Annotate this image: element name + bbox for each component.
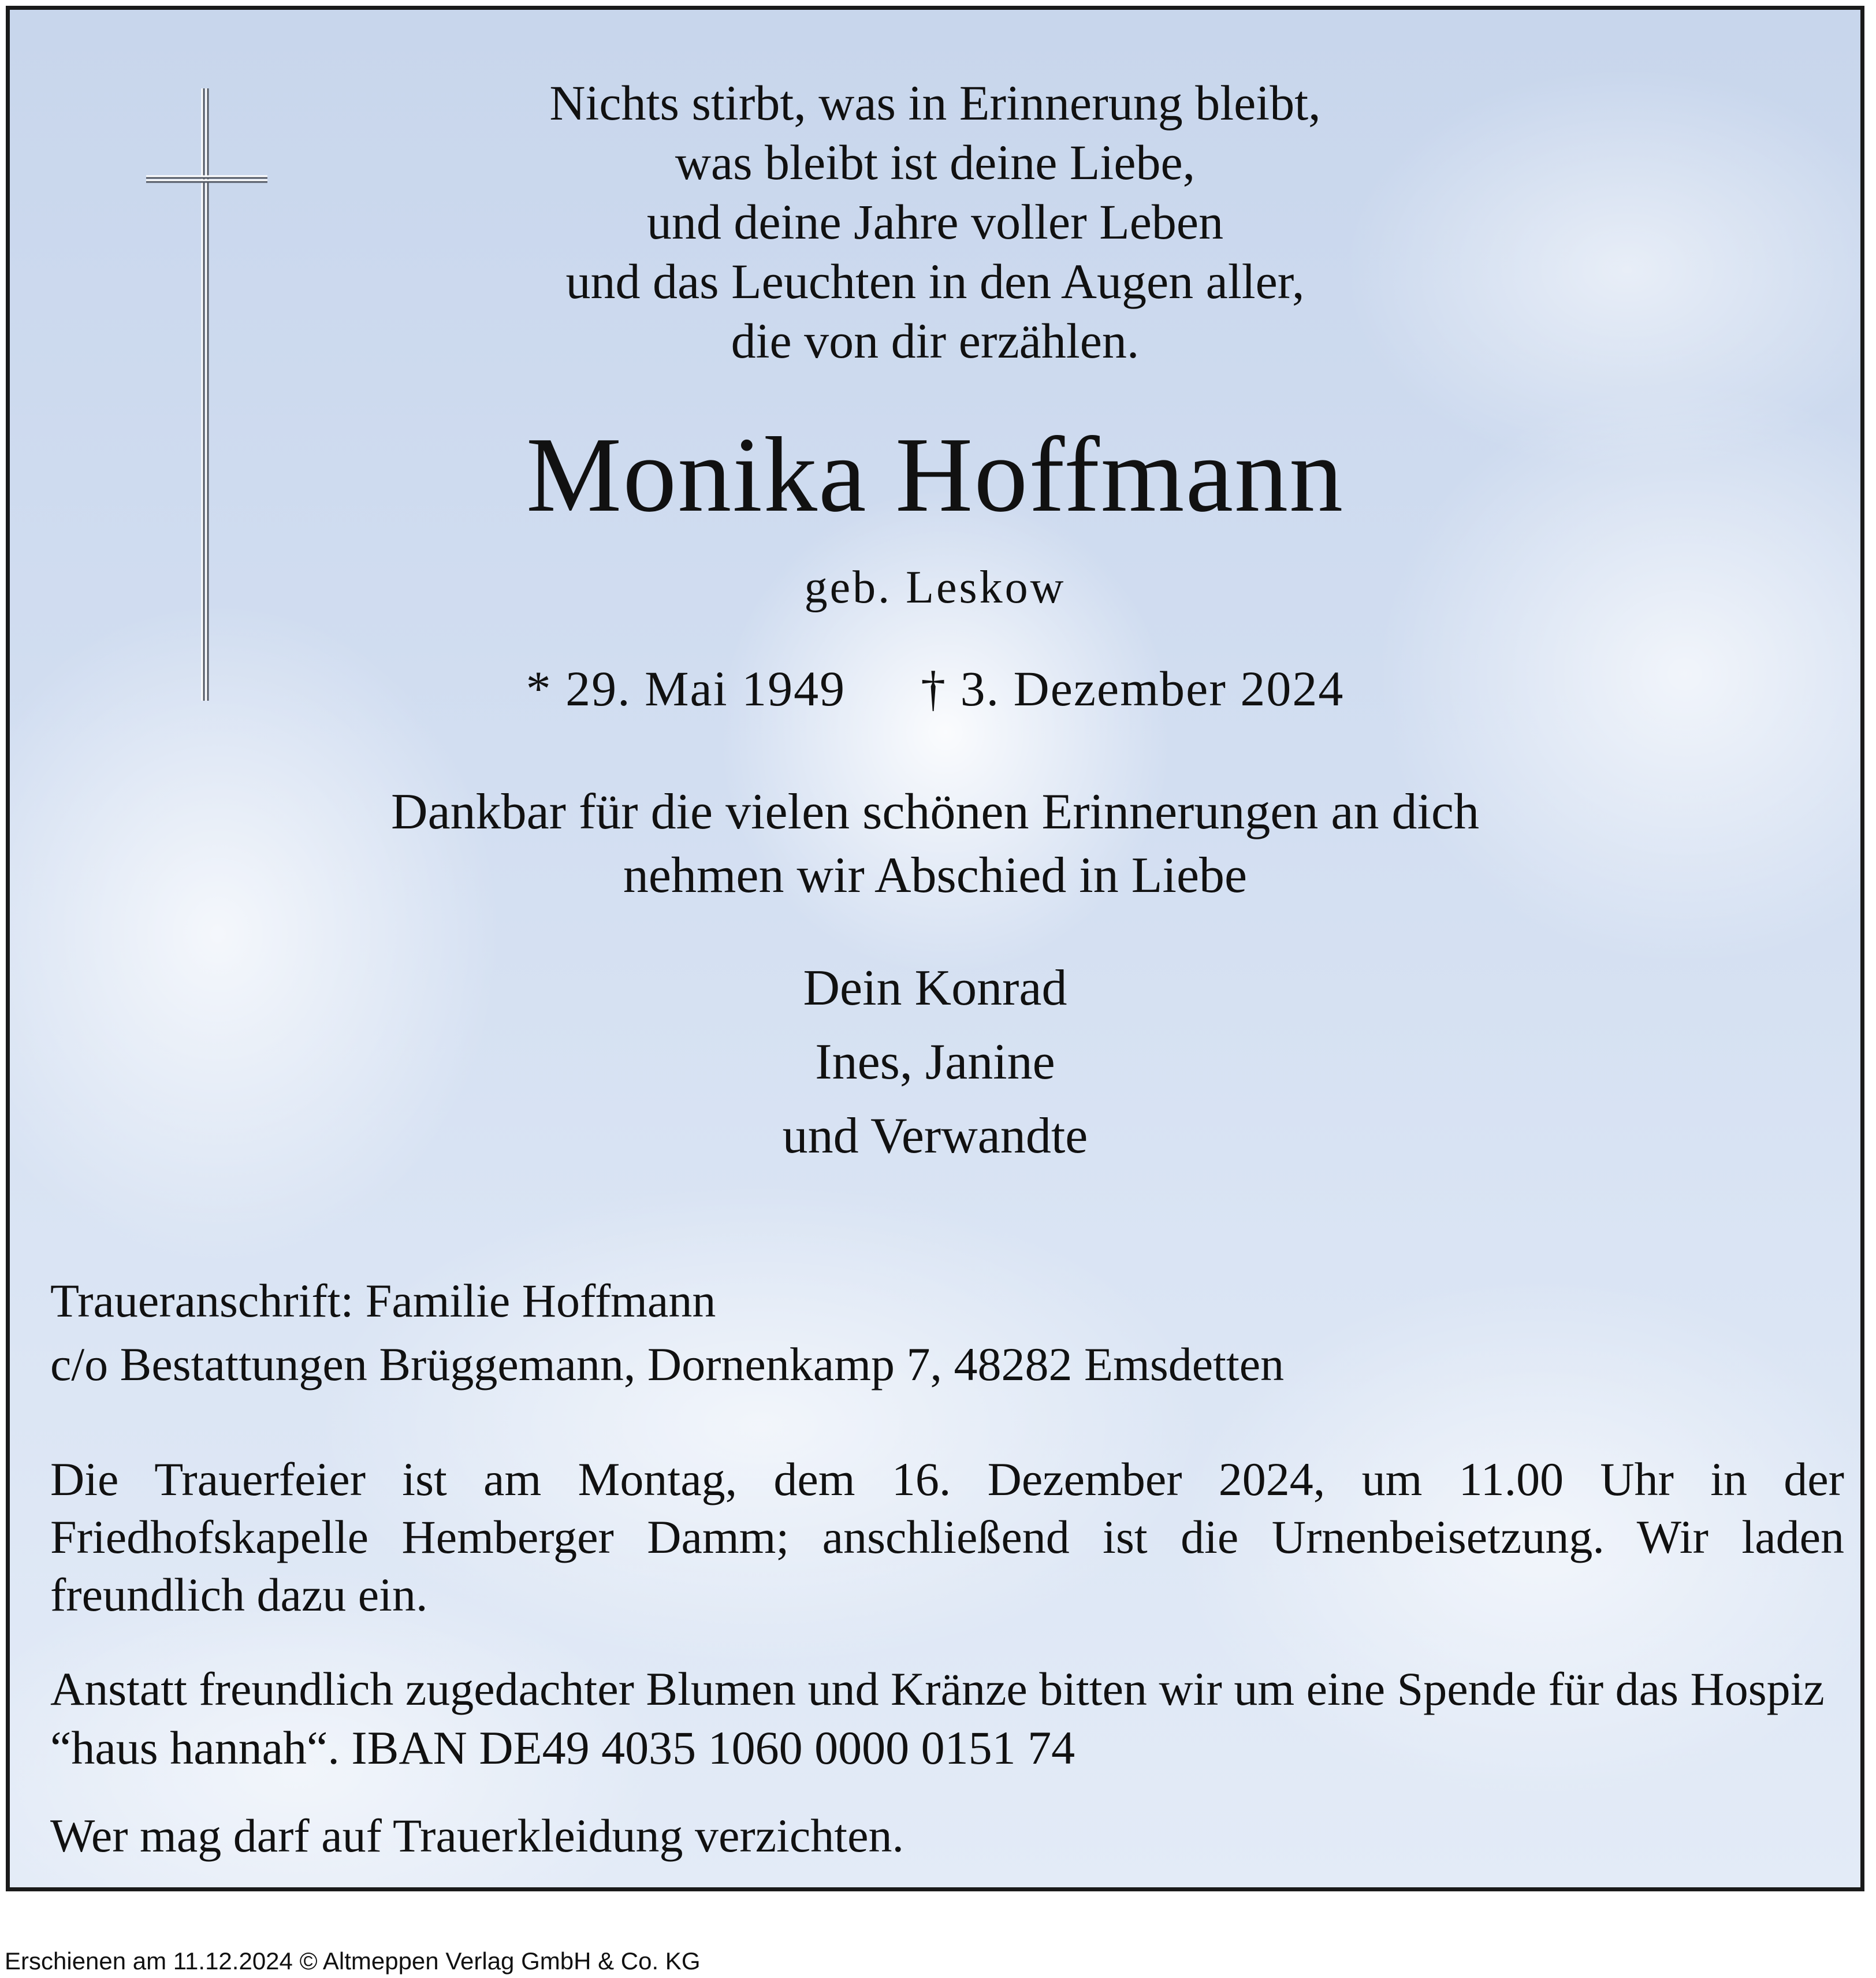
poem-line: Nichts stirbt, was in Erinnerung bleibt, xyxy=(549,75,1321,131)
poem-line: und das Leuchten in den Augen aller, xyxy=(565,254,1305,309)
thanks-line: nehmen wir Abschied in Liebe xyxy=(623,847,1248,904)
poem xyxy=(10,73,1860,371)
address-line: Traueranschrift: Familie Hoffmann xyxy=(50,1274,716,1327)
mourner-line: und Verwandte xyxy=(782,1108,1088,1164)
obituary-notice xyxy=(6,6,1864,1891)
mourners xyxy=(10,951,1860,1173)
life-dates xyxy=(10,657,1860,720)
mourner-line: Dein Konrad xyxy=(803,960,1067,1016)
ceremony-info: Die Trauerfeier ist am Montag, dem 16. Dezember 2024, um 11.00 Uhr in der Friedhofskapelle Hemberger Damm; anschließend ist die Urnenbeisetzung. Wir laden freundlich dazu ein. xyxy=(50,1453,1844,1621)
birth-date: * 29. Mai 1949 xyxy=(526,661,846,716)
publication-footer: Erschienen am 11.12.2024 © Altmeppen Verlag GmbH & Co. KG xyxy=(5,1947,701,1975)
poem-line: und deine Jahre voller Leben xyxy=(646,194,1224,250)
poem-line: was bleibt ist deine Liebe, xyxy=(675,135,1196,190)
mourning-address xyxy=(50,1269,1284,1396)
clothing-note: Wer mag darf auf Trauerkleidung verzichten. xyxy=(50,1809,904,1862)
death-date: † 3. Dezember 2024 xyxy=(921,661,1345,716)
deceased-name: Monika Hoffmann xyxy=(526,415,1345,534)
maiden-name: geb. Leskow xyxy=(804,562,1066,613)
thanks-line: Dankbar für die vielen schönen Erinnerungen an dich xyxy=(391,784,1479,840)
poem-line: die von dir erzählen. xyxy=(731,313,1140,369)
donation-info: Anstatt freundlich zugedachter Blumen und Kränze bitten wir um eine Spende für das Hospiz “haus hannah“. IBAN DE49 4035 1060 0000 0151 74 xyxy=(50,1663,1825,1774)
mourner-line: Ines, Janine xyxy=(815,1034,1055,1090)
address-line: c/o Bestattungen Brüggemann, Dornenkamp 7, 48282 Emsdetten xyxy=(50,1338,1285,1390)
thanks-text xyxy=(10,780,1860,908)
